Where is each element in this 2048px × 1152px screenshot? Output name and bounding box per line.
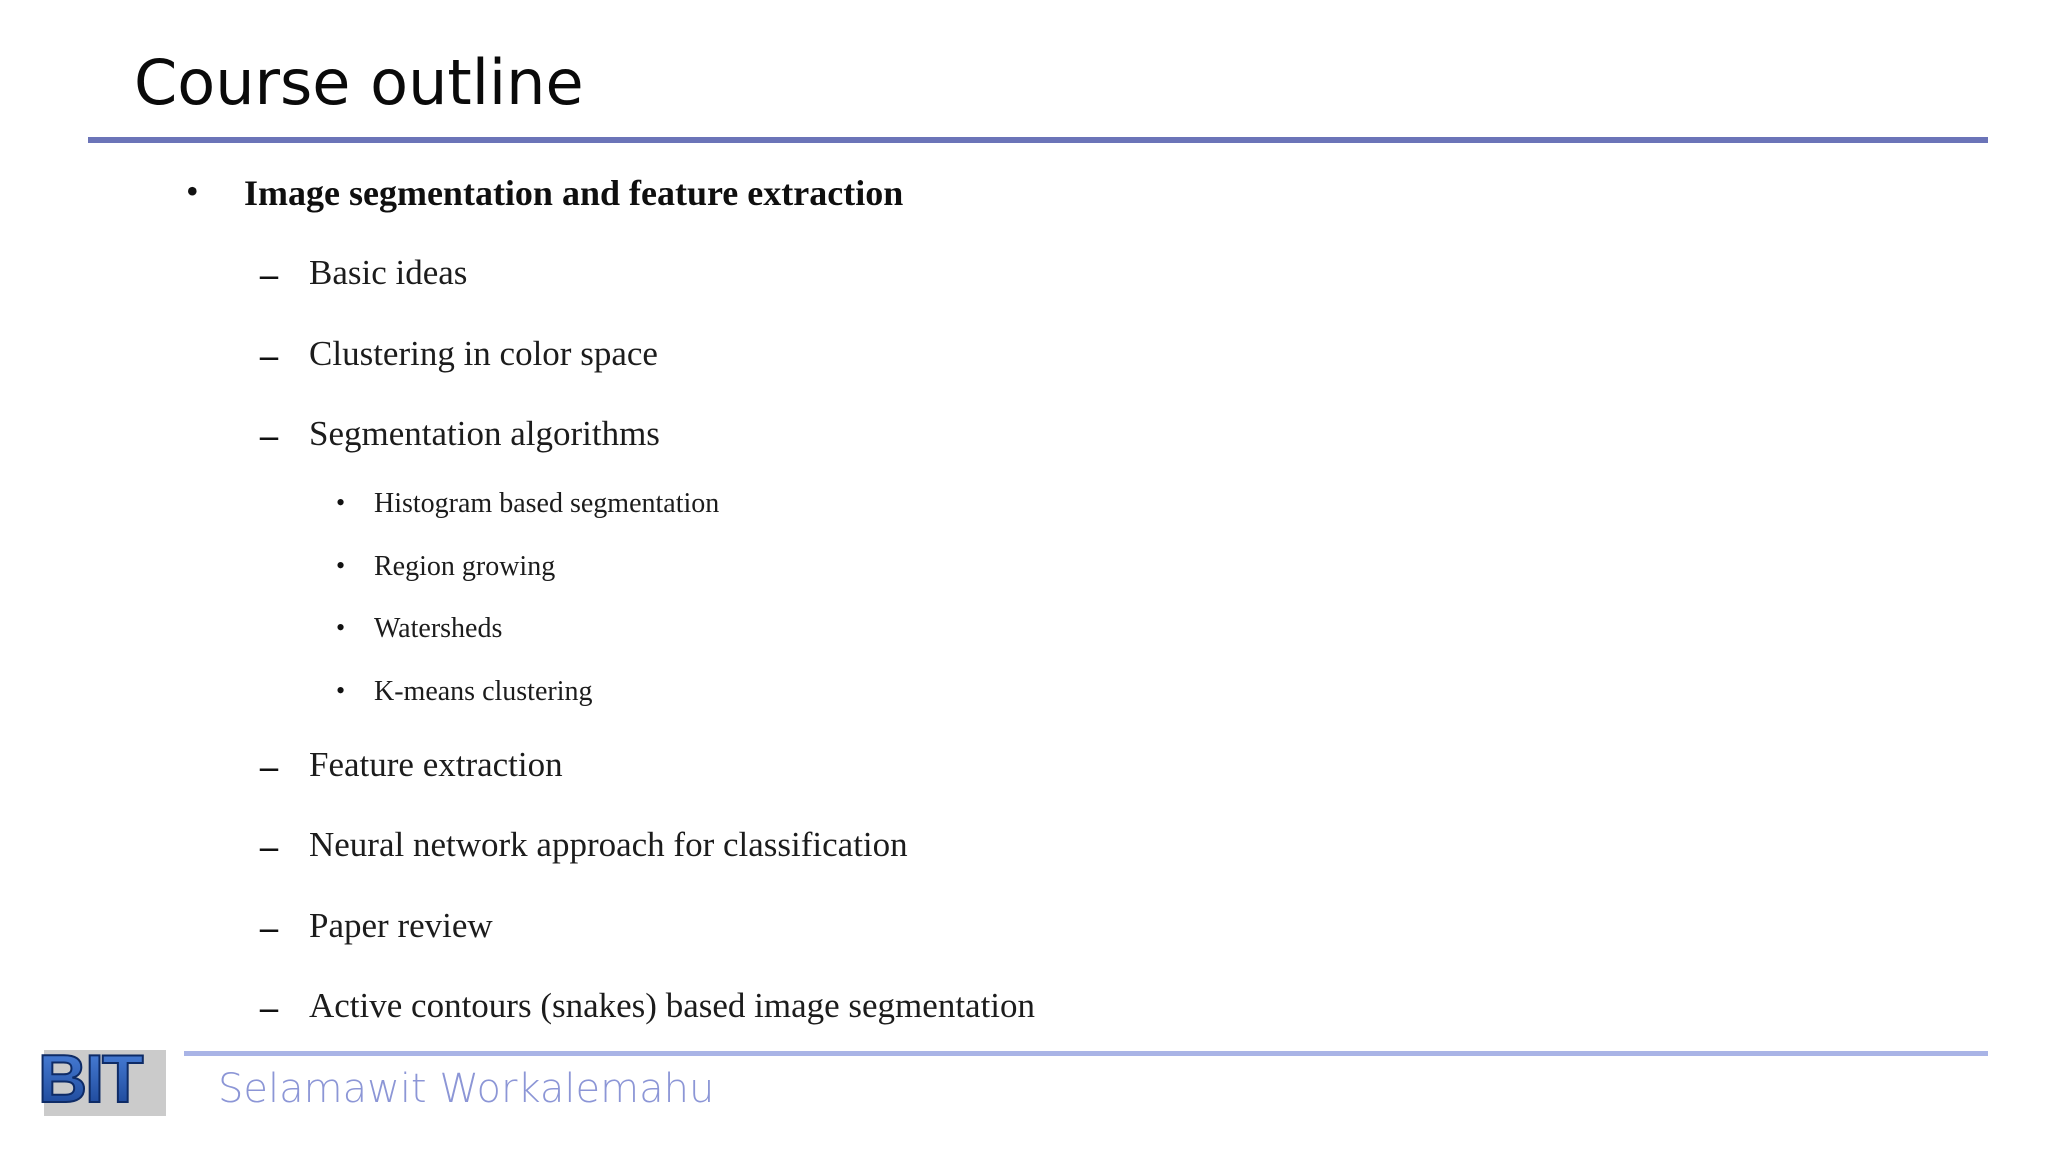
subtopic-item: Active contours (snakes) based image segmentation xyxy=(309,986,1036,1025)
subtopic-item: Feature extraction xyxy=(309,745,563,784)
algorithm-item: Watersheds xyxy=(374,613,503,644)
subtopic-item: Neural network approach for classification xyxy=(309,825,908,864)
bullet-marker: • xyxy=(336,488,346,517)
author-name: Selamawit Workalemahu xyxy=(218,1066,715,1112)
dash-marker: – xyxy=(260,907,278,947)
dash-marker: – xyxy=(260,746,278,786)
logo-text: BIT xyxy=(38,1041,142,1116)
bullet-marker: • xyxy=(336,551,346,580)
dash-marker: – xyxy=(260,826,278,866)
bullet-marker: • xyxy=(336,613,346,642)
algorithm-item: Region growing xyxy=(374,551,556,582)
dash-marker: – xyxy=(260,987,278,1027)
subtopic-item: Clustering in color space xyxy=(309,334,658,373)
algorithm-item: Histogram based segmentation xyxy=(374,488,720,519)
bit-logo xyxy=(36,1040,166,1116)
subtopic-item: Paper review xyxy=(309,906,493,945)
subtopic-item: Segmentation algorithms xyxy=(309,414,660,453)
bullet-marker: • xyxy=(336,676,346,705)
footer-divider xyxy=(184,1051,1988,1056)
algorithm-item: K-means clustering xyxy=(374,676,593,707)
dash-marker: – xyxy=(260,335,278,375)
bullet-marker: • xyxy=(186,171,199,211)
dash-marker: – xyxy=(260,415,278,455)
main-topic: Image segmentation and feature extraction xyxy=(244,173,904,213)
dash-marker: – xyxy=(260,254,278,294)
slide-title: Course outline xyxy=(134,46,584,119)
subtopic-item: Basic ideas xyxy=(309,253,468,292)
